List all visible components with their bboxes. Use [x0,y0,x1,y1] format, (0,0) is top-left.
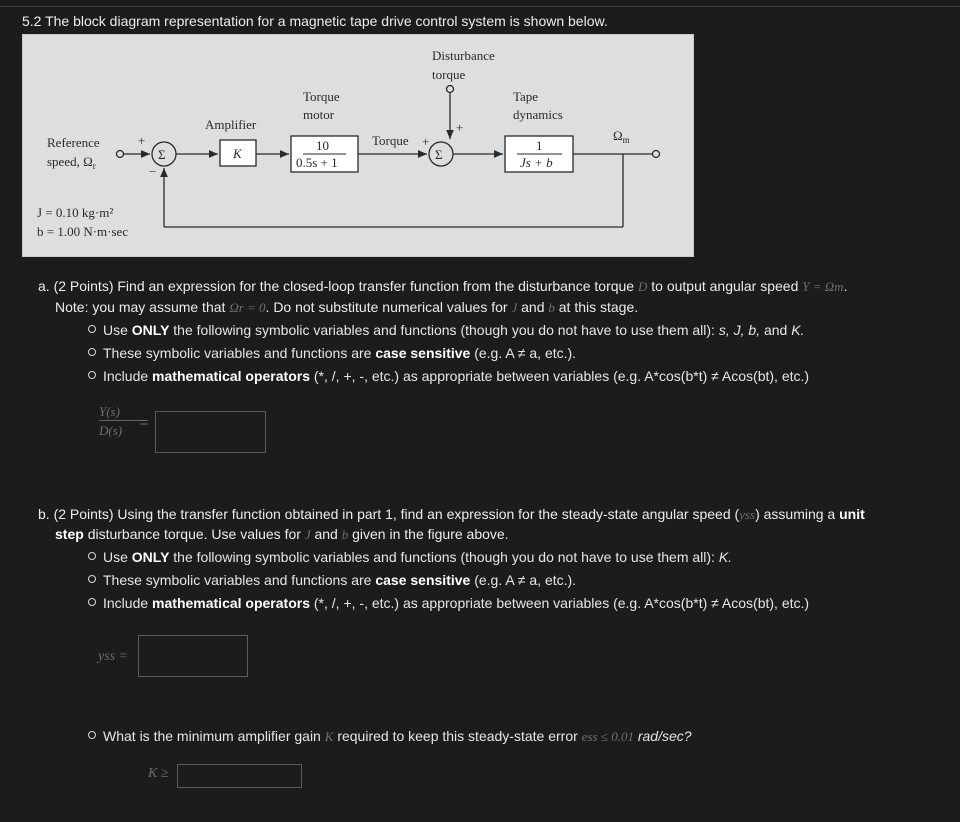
bullet-icon [88,598,96,606]
tape-label-2: dynamics [513,107,563,122]
part-b-bullet-3: Include mathematical operators (*, /, +, -, etc.) as appropriate between variables (e.g. A*cos(b*t) ≠ Acos(bt), etc.) [88,595,809,611]
motor-label: Torque [303,89,340,104]
disturbance-label: Disturbance [432,48,495,63]
block-diagram [22,34,694,257]
sum1-sigma: Σ [158,147,166,162]
yss-label: yss = [98,649,129,664]
part-a-line1: a. (2 Points) Find an expression for the closed-loop transfer function from the disturbance torque D to output angular speed Y = Ωm. [38,278,848,294]
bullet-icon [88,348,96,356]
k-label: K ≥ [148,766,169,781]
torque-label: Torque [372,133,409,148]
sum2-plus-top: + [456,120,464,135]
param-J: J = 0.10 kg·m² [37,205,114,220]
motor-label-2: motor [303,107,335,122]
part-b-answer-input[interactable] [138,635,248,677]
part-b-line1: b. (2 Points) Using the transfer function obtained in part 1, find an expression for the steady-state angular speed (yss) assuming a unit [38,506,865,522]
motor-denominator: 0.5s + 1 [296,155,338,170]
min-gain-answer-input[interactable] [177,764,302,788]
bullet-icon [88,575,96,583]
part-a-bullet-3: Include mathematical operators (*, /, +, -, etc.) as appropriate between variables (e.g. A*cos(b*t) ≠ Acos(bt), etc.) [88,368,809,384]
motor-numerator: 10 [316,138,329,153]
reference-label: Reference [47,135,100,150]
sum1-minus: − [149,164,157,179]
output-terminal [653,151,660,158]
amplifier-label: Amplifier [205,117,257,132]
tape-numerator: 1 [536,138,543,153]
tape-label: Tape [513,89,539,104]
sum2-plus-left: + [422,134,430,149]
part-b-line2: step disturbance torque. Use values for J and b given in the figure above. [55,526,509,542]
disturbance-terminal [447,86,454,93]
tf-equals: = [140,414,149,430]
bullet-icon [88,731,96,739]
part-a-note: Note: you may assume that Ωr = 0. Do not substitute numerical values for J and b at this stage. [55,299,639,315]
sum2-sigma: Σ [435,147,443,162]
part-a-bullet-2: These symbolic variables and functions are case sensitive (e.g. A ≠ a, etc.). [88,345,576,361]
bullet-icon [88,325,96,333]
part-a-bullet-1: Use ONLY the following symbolic variables and functions (though you do not have to use them all): s, J, b, and K. [88,322,804,338]
reference-label-2: speed, $\Omega_r$ [47,154,96,171]
question-title: 5.2 The block diagram representation for a magnetic tape drive control system is shown below. [22,13,608,29]
part-b-bullet-2: These symbolic variables and functions are case sensitive (e.g. A ≠ a, etc.). [88,572,576,588]
tf-denominator: D(s) [99,423,123,438]
output-label: $\Omega_m$ [613,128,630,145]
bullet-icon [88,371,96,379]
part-b-bullet-1: Use ONLY the following symbolic variables and functions (though you do not have to use them all): K. [88,549,732,565]
tf-numerator: Y(s) [99,404,120,419]
tf-fraction-bar [99,420,141,421]
param-b: b = 1.00 N·m·sec [37,224,129,239]
bullet-icon [88,552,96,560]
part-b-bullet-4: What is the minimum amplifier gain K required to keep this steady-state error ess ≤ 0.01 rad/sec? [88,728,692,745]
amplifier-gain: K [233,146,242,161]
input-terminal [117,151,124,158]
sum1-plus: + [138,133,146,148]
disturbance-label-2: torque [432,67,466,82]
block-diagram-svg [23,35,693,256]
tape-denominator: Js + b [520,155,553,170]
top-divider [0,6,960,7]
part-a-answer-input[interactable] [155,411,266,453]
